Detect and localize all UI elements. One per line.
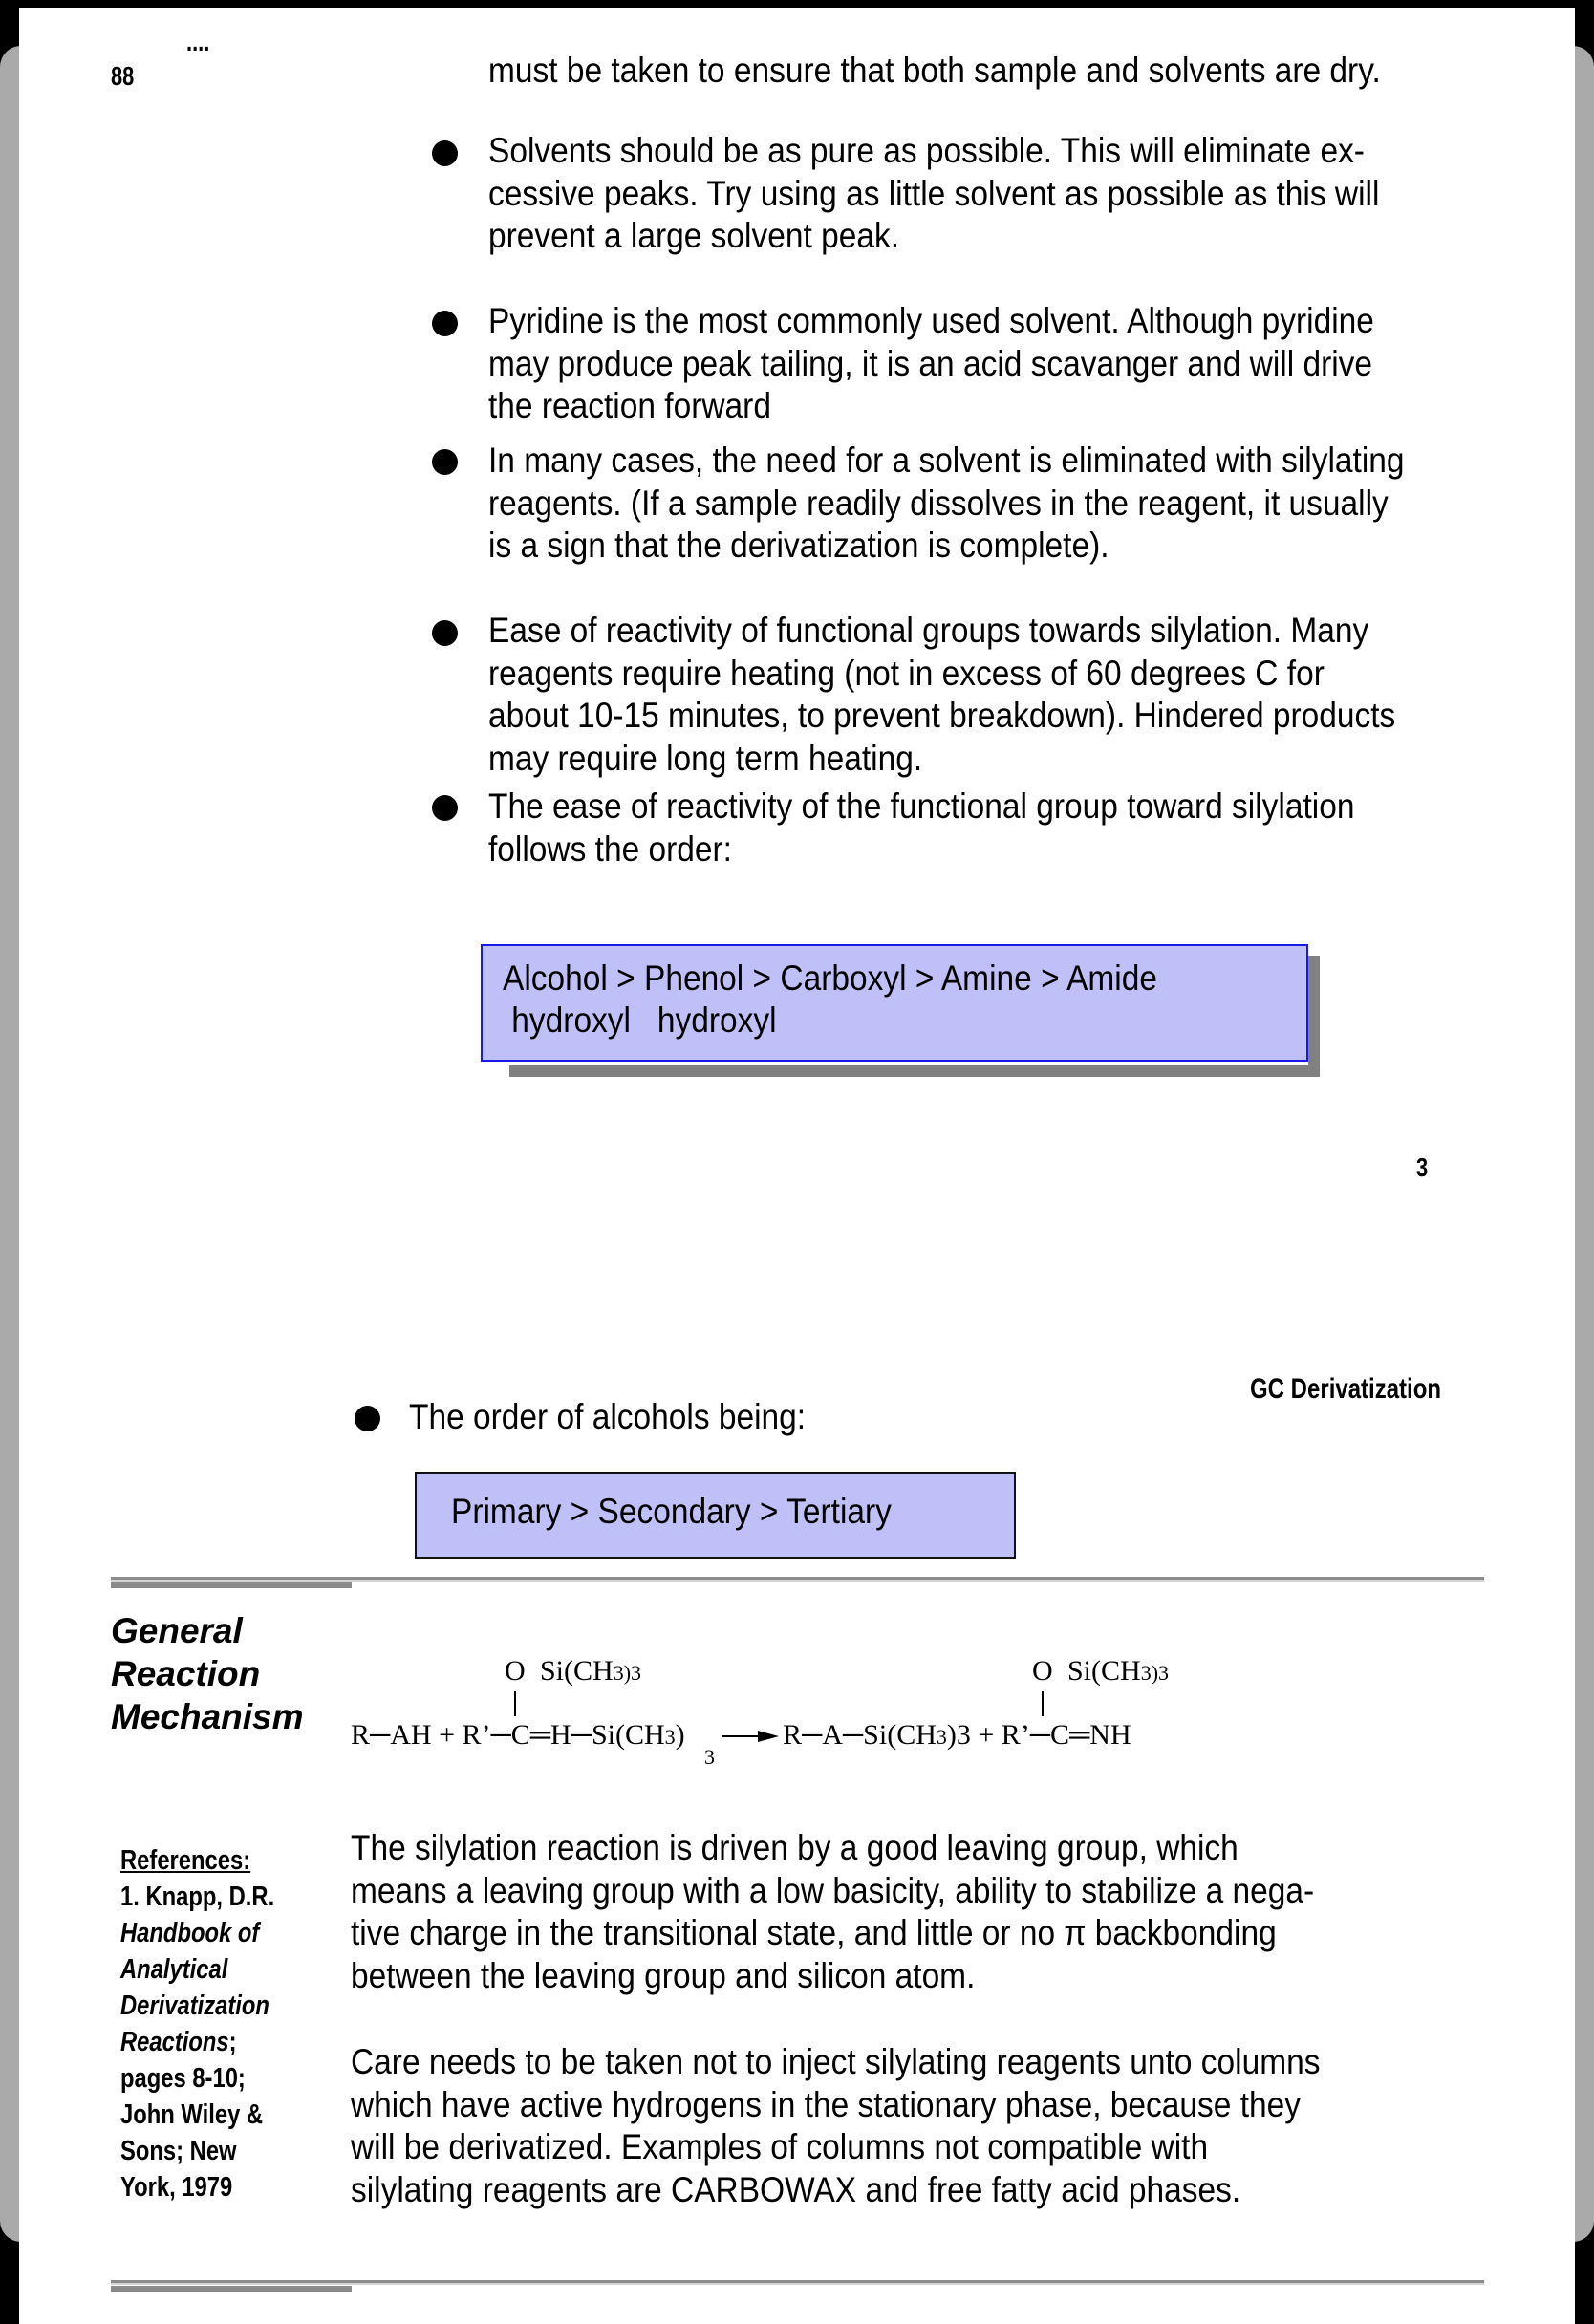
chem-text: ) — [675, 1719, 685, 1751]
bullet-item-alcohol-order: The order of alcohols being: — [409, 1397, 807, 1436]
text-line: is a sign that the derivatization is complete). — [488, 526, 1109, 565]
chem-subscript: 3 — [1140, 1661, 1152, 1685]
reaction-arrow-icon — [758, 1731, 779, 1742]
bullet-icon — [432, 311, 458, 336]
bottom-divider-stub — [111, 2286, 352, 2292]
reference-line: pages 8-10; — [120, 2063, 246, 2094]
chem-subscript: 3 — [664, 1725, 676, 1749]
chem-text: Si(CH — [540, 1655, 614, 1687]
products — [783, 1719, 1131, 1752]
bullet-item-solvent-purity — [488, 130, 1473, 258]
product-oxygen: O — [1032, 1655, 1053, 1687]
single-bond-vertical — [514, 1691, 516, 1716]
reference-punctuation: ; — [228, 2027, 237, 2057]
text-line: about 10-15 minutes, to prevent breakdown). Hindered products — [488, 696, 1396, 735]
chem-text: R─AH + R’─C═H─Si(CH — [351, 1719, 665, 1751]
reactant-silyl-group — [540, 1655, 641, 1688]
bullet-icon — [432, 449, 458, 475]
chem-text: R─A─Si(CH — [783, 1719, 937, 1751]
text-line: In many cases, the need for a solvent is eliminated with silylating — [488, 441, 1405, 480]
text-line: may require long term heating. — [488, 738, 923, 778]
references-heading: References: — [120, 1845, 251, 1876]
reference-line: 1. Knapp, D.R. — [120, 1882, 275, 1912]
text-line: reagents. (If a sample readily dissolves in the reagent, it usually — [488, 483, 1389, 523]
paragraph-column-compatibility — [351, 2041, 1320, 2211]
text-line: Ease of reactivity of functional groups towards silylation. Many — [488, 611, 1369, 650]
chem-subscript: 3 — [613, 1661, 624, 1685]
references-sidebar — [120, 1842, 274, 2206]
reference-line: Handbook of — [120, 1918, 260, 1948]
reaction-arrow-shaft — [722, 1735, 758, 1737]
reactant-oxygen: O — [505, 1655, 526, 1687]
chem-text: )3 — [1151, 1661, 1170, 1685]
product-silyl-group — [1067, 1655, 1169, 1688]
box-shadow-bottom — [509, 1065, 1320, 1077]
section-divider-highlight — [111, 1580, 1484, 1582]
reference-line: John Wiley & — [120, 2099, 264, 2130]
text-line: reagents require heating (not in excess of 60 degrees C for — [488, 653, 1325, 693]
reference-line: Sons; New — [120, 2136, 237, 2166]
chem-text: )3 — [623, 1661, 642, 1685]
reactants — [351, 1719, 685, 1752]
text-line: Care needs to be taken not to inject silylating reagents unto columns — [351, 2042, 1321, 2081]
text-line: silylating reagents are CARBOWAX and free fatty acid phases. — [351, 2169, 1241, 2209]
page-number-left: 88 — [111, 61, 135, 91]
text-line: means a leaving group with a low basicity, ability to stabilize a nega- — [351, 1870, 1315, 1910]
page-header-cut-off: .... — [186, 27, 210, 56]
text-line: Pyridine is the most commonly used solvent. Although pyridine — [488, 301, 1374, 340]
text-line: cessive peaks. Try using as little solvent as possible as this will — [488, 173, 1380, 213]
continuation-text: must be taken to ensure that both sample and solvents are dry. — [488, 51, 1381, 90]
bullet-item-ease-of-reactivity — [488, 610, 1491, 780]
bullet-icon — [432, 795, 458, 821]
bullet-icon — [432, 140, 458, 166]
reference-line: York, 1979 — [120, 2172, 233, 2203]
bullet-item-no-solvent — [488, 440, 1500, 568]
reference-line — [120, 2024, 274, 2060]
alcohol-order-box — [415, 1472, 1016, 1559]
document-page-88 — [19, 8, 1575, 1300]
box-shadow-right — [1308, 956, 1320, 1077]
reactivity-order-line-2: hydroxyl hydroxyl — [503, 1001, 777, 1040]
text-line: follows the order: — [488, 828, 732, 869]
section-divider-stub — [111, 1582, 352, 1588]
text-line: Solvents should be as pure as possible. This will eliminate ex- — [488, 131, 1365, 170]
heading-line: General — [111, 1611, 243, 1650]
chem-subscript: 3 — [936, 1725, 947, 1749]
text-line: will be derivatized. Examples of columns not compatible with — [351, 2127, 1209, 2166]
section-heading-general-reaction-mechanism — [111, 1609, 304, 1738]
text-line: the reaction forward — [488, 386, 771, 425]
reactivity-order-box — [481, 944, 1308, 1062]
home-indicator[interactable] — [536, 2257, 1060, 2269]
heading-line: Reaction — [111, 1654, 261, 1693]
text-line: which have active hydrogens in the stationary phase, because they — [351, 2084, 1302, 2124]
paragraph-leaving-group — [351, 1827, 1314, 1997]
document-page-89 — [19, 1273, 1575, 2324]
text-line: The ease of reactivity of the functional group toward silylation — [488, 786, 1355, 826]
text-line: between the leaving group and silicon atom. — [351, 1955, 976, 1995]
alcohol-order-text: Primary > Secondary > Tertiary — [451, 1492, 892, 1531]
text-line: prevent a large solvent peak. — [488, 216, 900, 255]
bullet-item-pyridine — [488, 300, 1467, 428]
page-number-footer: 3 — [1416, 1152, 1429, 1182]
bullet-icon — [432, 620, 458, 646]
bullet-item-reactivity-order — [488, 785, 1446, 871]
single-bond-vertical — [1042, 1691, 1044, 1716]
bullet-icon — [355, 1406, 380, 1431]
reference-line: Derivatization — [120, 1990, 269, 2021]
bottom-divider-highlight — [111, 2283, 1484, 2285]
text-line: tive charge in the transitional state, and little or no π backbonding — [351, 1913, 1277, 1952]
chem-text: Si(CH — [1067, 1655, 1141, 1687]
text-line: may produce peak tailing, it is an acid scavanger and will drive — [488, 343, 1373, 383]
running-head: GC Derivatization — [1250, 1373, 1442, 1405]
chem-text: )3 + R’─C═NH — [946, 1719, 1131, 1751]
chem-subscript: 3 — [704, 1745, 715, 1769]
reference-title-end: Reactions — [120, 2027, 229, 2057]
heading-line: Mechanism — [111, 1697, 304, 1736]
reference-line: Analytical — [120, 1954, 228, 1985]
text-line: The silylation reaction is driven by a good leaving group, which — [351, 1828, 1239, 1867]
reaction-equation — [351, 1655, 1249, 1770]
document-viewer[interactable] — [0, 27, 1594, 2242]
reactivity-order-line-1: Alcohol > Phenol > Carboxyl > Amine > Amide — [503, 958, 1158, 998]
